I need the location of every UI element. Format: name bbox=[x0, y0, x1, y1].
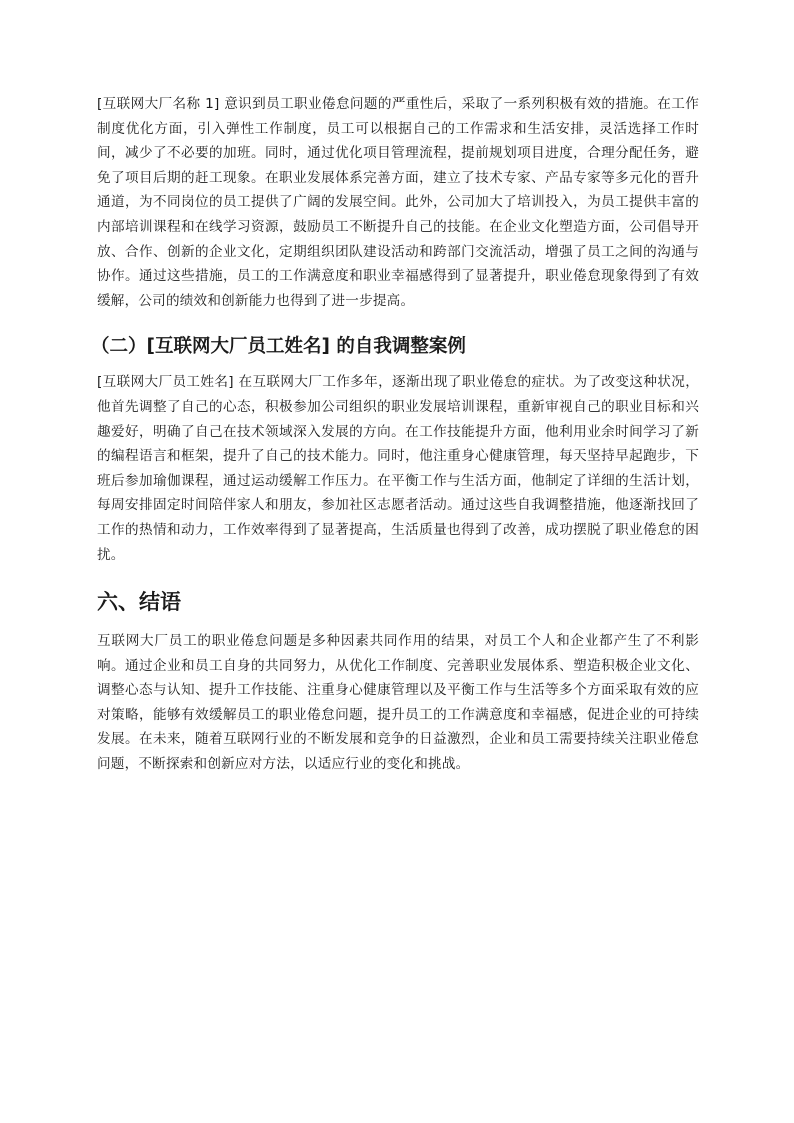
case-two-paragraph: [互联网大厂员工姓名] 在互联网大厂工作多年，逐渐出现了职业倦怠的症状。为了改变这种状况，他首先调整了自己的心态，积极参加公司组织的职业发展培训课程，重新审视自己的职业目标和兴趣爱好，明确了自己在技术领域深入发展的方向。在工作技能提升方面，他利用业余时间学习了新的编程语言和框架，提升了自己的技术能力。同时，他注重身心健康管理，每天坚持早起跑步，下班后参加瑜伽课程，通过运动缓解工作压力。在平衡工作与生活方面，他制定了详细的生活计划，每周安排固定时间陪伴家人和朋友，参加社区志愿者活动。通过这些自我调整措施，他逐渐找回了工作的热情和动力，工作效率得到了显著提高，生活质量也得到了改善，成功摆脱了职业倦怠的困扰。 bbox=[97, 374, 699, 563]
case-two-heading: （二）[互联网大厂员工姓名] 的自我调整案例 bbox=[91, 336, 466, 358]
case-one-paragraph: [互联网大厂名称 1] 意识到员工职业倦怠问题的严重性后，采取了一系列积极有效的措施。在工作制度优化方面，引入弹性工作制度，员工可以根据自己的工作需求和生活安排，灵活选择工作时间，减少了不必要的加班。同时，通过优化项目管理流程，提前规划项目进度，合理分配任务，避免了项目后期的赶工现象。在职业发展体系完善方面，建立了技术专家、产品专家等多元化的晋升通道，为不同岗位的员工提供了广阔的发展空间。此外，公司加大了培训投入，为员工提供丰富的内部培训课程和在线学习资源，鼓励员工不断提升自己的技能。在企业文化塑造方面，公司倡导开放、合作、创新的企业文化，定期组织团队建设活动和跨部门交流活动，增强了员工之间的沟通与协作。通过这些措施，员工的工作满意度和职业幸福感得到了显著提升，职业倦怠现象得到了有效缓解，公司的绩效和创新能力也得到了进一步提高。 bbox=[97, 96, 699, 309]
document-body bbox=[91, 92, 699, 777]
conclusion-paragraph: 互联网大厂员工的职业倦怠问题是多种因素共同作用的结果，对员工个人和企业都产生了不利影响。通过企业和员工自身的共同努力，从优化工作制度、完善职业发展体系、塑造积极企业文化、调整心态与认知、提升工作技能、注重身心健康管理以及平衡工作与生活等多个方面采取有效的应对策略，能够有效缓解员工的职业倦怠问题，提升员工的工作满意度和幸福感，促进企业的可持续发展。在未来，随着互联网行业的不断发展和竞争的日益激烈，企业和员工需要持续关注职业倦怠问题，不断探索和创新应对方法，以适应行业的变化和挑战。 bbox=[97, 633, 699, 773]
conclusion-heading: 六、结语 bbox=[97, 590, 181, 615]
